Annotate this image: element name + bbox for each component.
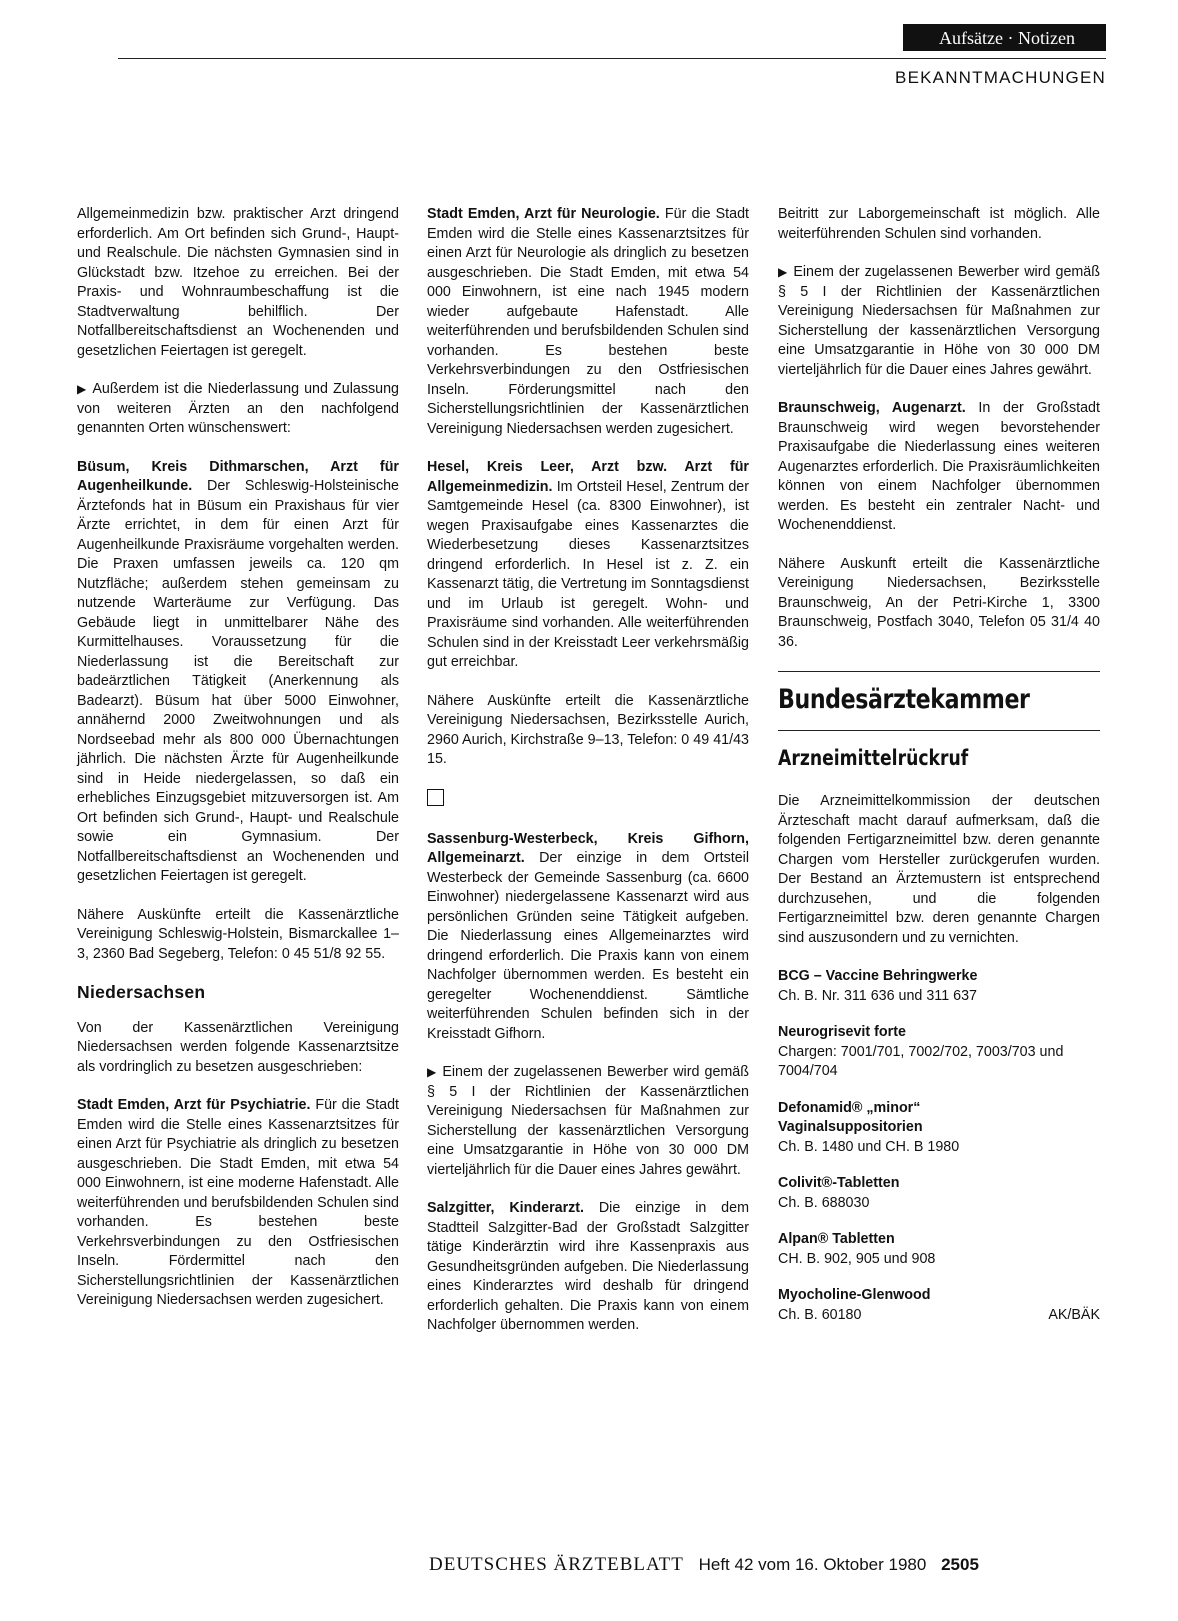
drug-name: Defonamid® „minor“ [778,1099,921,1116]
column-3 [778,205,1100,1342]
paragraph: Nähere Auskunft erteilt die Kassenärztliche Vereinigung Niedersachsen, Bezirksstelle Braunschweig, An der Petri-Kirche 1, 3300 Braunschweig, Postfach 3040, Telefon 05 31/4 40 36. [778,555,1100,650]
column-1 [77,205,399,1330]
drug-name: Neurogrisevit forte [778,1024,906,1040]
paragraph: Nähere Auskünfte erteilt die Kassenärztliche Vereinigung Niedersachsen, Bezirksstelle Aurich, 2960 Aurich, Kirchstraße 9–13, Telefon: 0 49 41/43 15. [427,692,749,767]
entry-title: Stadt Emden, Arzt für Psychiatrie. [77,1097,311,1113]
paragraph: Stadt Emden, Arzt für Psychiatrie. Für die Stadt Emden wird die Stelle eines Kassenarztsitzes für einen Arzt für Psychiatrie als dringlich zu besetzen ausgeschrieben. Die Stadt Emden, mit etwa 54 000 Einwohnern, ist eine moderne Hafenstadt. Alle weiterführenden und berufsbildenden Schulen sind vorhanden. Es bestehen beste Verkehrsverbindungen zu den Ostfriesischen Inseln. Fördermittel nach den Sicherstellungsrichtlinien der Kassenärztlichen Vereinigung Niedersachsen werden zugesichert. [77,1097,399,1308]
drug-entry [778,1230,1100,1269]
paragraph: ▶ Einem der zugelassenen Bewerber wird gemäß § 5 I der Richtlinien der Kassenärztlichen Vereinigung Niedersachsen für Maßnahmen zur Sicherstellung der kassenärztlichen Versorgung eine Umsatzgarantie in Höhe von 30 000 DM vierteljährlich für die Dauer eines Jahres gewährt. [778,264,1100,378]
section-title: Bundesärztekammer [778,684,1030,715]
entry-title: Braunschweig, Augenarzt. [778,400,966,416]
arrow-icon: ▶ [427,1065,438,1079]
paragraph: Nähere Auskünfte erteilt die Kassenärztliche Vereinigung Schleswig-Holstein, Bismarckallee 1–3, 2360 Bad Segeberg, Telefon: 0 45 51/8 92 55. [77,906,399,962]
header-label: BEKANNTMACHUNGEN [895,68,1106,87]
drug-name: BCG – Vaccine Behringwerke [778,968,978,984]
paragraph: Allgemeinmedizin bzw. praktischer Arzt dringend erforderlich. Am Ort befinden sich Grund-, Haupt- und Realschule. Die nächsten Gymnasien sind in Glückstadt bzw. Itzehoe zu erreichen. Bei der Praxis- und Wohnraumbeschaffung ist die Stadtverwaltung behilflich. Der Notfallbereitschaftsdienst an Wochenenden und gesetzlichen Feiertagen ist geregelt. [77,206,399,359]
arrow-icon: ▶ [778,265,789,279]
drug-name: Myocholine-Glenwood [778,1287,931,1303]
signature: AK/BÄK [1048,1306,1100,1323]
drug-entry [778,1286,1100,1325]
paragraph: ▶ Einem der zugelassenen Bewerber wird gemäß § 5 I der Richtlinien der Kassenärztlichen Vereinigung Niedersachsen für Maßnahmen zur Sicherstellung der kassenärztlichen Versorgung eine Umsatzgarantie in Höhe von 30 000 DM vierteljährlich für die Dauer eines Jahres gewährt. [427,1064,749,1178]
paragraph: Braunschweig, Augenarzt. In der Großstadt Braunschweig wird wegen bevorstehender Praxisaufgabe die Niederlassung eines weiteren Augenarztes erforderlich. Die Praxisräumlichkeiten können von einem Nachfolger übernommen werden. Es besteht ein zentraler Nacht- und Wochenenddienst. [778,400,1100,533]
entry-title: Sassenburg-Westerbeck, Kreis Gifhorn, Allgemeinarzt. [427,830,749,866]
drug-batch: Ch. B. 1480 und CH. B 1980 [778,1138,960,1155]
section-tag: Aufsätze · Notizen [903,24,1106,51]
drug-name: Colivit®-Tabletten [778,1175,900,1191]
issue-info: Heft 42 vom 16. Oktober 1980 [698,1555,927,1574]
drug-entry [778,1099,1100,1158]
paragraph: Sassenburg-Westerbeck, Kreis Gifhorn, Allgemeinarzt. Der einzige in dem Ortsteil Westerbeck der Gemeinde Sassenburg (ca. 6600 Einwohner) niedergelassene Kassenarzt wird aus persönlichen Gründen seine Tätigkeit aufgeben. Die Niederlassung eines Allgemeinarztes wird dringend erforderlich. Die Praxis kann von einem Nachfolger übernommen werden. Es besteht ein geregelter Wochenenddienst. Sämtliche weiterführenden Schulen befinden sich in der Kreisstadt Gifhorn. [427,830,749,1042]
paragraph: Stadt Emden, Arzt für Neurologie. Für die Stadt Emden wird die Stelle eines Kassenarztsitzes für einen Arzt für Neurologie als dringlich zu besetzen ausgeschrieben. Die Stadt Emden, mit etwa 54 000 Einwohnern, ist eine nach 1945 modern wieder aufgebaute Hafenstadt. Alle weiterführenden und berufsbildenden Schulen sind vorhanden. Es bestehen beste Verkehrsverbindungen zu den Ostfriesischen Inseln. Förderungsmittel nach den Sicherstellungsrichtlinien der Kassenärztlichen Vereinigung Niedersachsen werden zugesichert. [427,206,750,437]
square-icon [427,789,444,806]
entry-title: Salzgitter, Kinderarzt. [427,1200,585,1216]
header-rule [118,58,1106,59]
paragraph: Beitritt zur Laborgemeinschaft ist möglich. Alle weiterführenden Schulen sind vorhanden. [778,206,1100,242]
paragraph: Die Arzneimittelkommission der deutschen Ärzteschaft macht darauf aufmerksam, daß die folgenden Fertigarzneimittel bzw. deren genannte Chargen vom Hersteller zurückgerufen wurden. Der Bestand an Ärztemustern ist entsprechend durchzusehen, und die folgenden Fertigarzneimittel bzw. deren genannte Chargen sind auszusondern und zu vernichten. [778,793,1100,946]
drug-name: Alpan® Tabletten [778,1231,895,1247]
article-title: Arzneimittelrückruf [778,745,969,770]
paragraph: Hesel, Kreis Leer, Arzt bzw. Arzt für Allgemeinmedizin. Im Ortsteil Hesel, Zentrum der Samtgemeinde Hesel (ca. 8300 Einwohner), ist wegen Praxisaufgabe eines Kassenarztes die Wiederbesetzung dieses Kassenarztsitzes dringend erforderlich. In Hesel ist z. Z. ein Kassenarzt tätig, die Vertretung im Sonntagsdienst und im Urlaub ist geregelt. Wohn- und Praxisräume sind vorhanden. Alle weiterführenden Schulen sind in der Kreisstadt Leer verkehrsmäßig gut erreichbar. [427,459,749,670]
subheading: Niedersachsen [77,982,206,1002]
drug-entry [778,1023,1100,1082]
drug-batch: CH. B. 902, 905 und 908 [778,1250,936,1267]
page-number: 2505 [941,1555,979,1574]
paragraph: Büsum, Kreis Dithmarschen, Arzt für Augenheilkunde. Der Schleswig-Holsteinische Ärztefonds hat in Büsum ein Praxishaus für vier Ärzte errichtet, in dem für einen Arzt für Augenheilkunde Praxisräume vorgehalten werden. Die Praxen umfassen jeweils ca. 120 qm Nutzfläche; außerdem stehen gemeinsam zu nutzende Warteräume zur Verfügung. Das Gebäude liegt in unmittelbarer Nähe des Kurmittelhauses. Voraussetzung für die Niederlassung ist die Bereitschaft zur badeärztlichen Tätigkeit (Anerkennung als Badearzt). Büsum hat über 5000 Einwohner, annähernd 2000 Zweitwohnungen und als Nordseebad mehr als 800 000 Übernachtungen jährlich. Die nächsten Ärzte für Augenheilkunde sind in Heide niedergelassen, so daß ein erhebliches Einzugsgebiet mitzuversorgen ist. Am Ort befinden sich Grund-, Haupt- und Realschule sowie ein Gymnasium. Der Notfallbereitschaftsdienst an Wochenenden und gesetzlichen Feiertagen ist geregelt. [77,458,399,884]
paragraph: Von der Kassenärztlichen Vereinigung Niedersachsen werden folgende Kassenarztsitze als vordringlich zu besetzen ausgeschrieben: [77,1019,399,1075]
section-rule [778,671,1100,672]
paragraph: ▶ Außerdem ist die Niederlassung und Zulassung von weiteren Ärzten an den nachfolgend genannten Orten wünschenswert: [77,381,399,436]
entry-title: Stadt Emden, Arzt für Neurologie. [427,206,660,222]
arrow-icon: ▶ [77,382,88,396]
entry-title: Hesel, Kreis Leer, Arzt bzw. Arzt für Allgemeinmedizin. [427,459,749,495]
journal-name: DEUTSCHES ÄRZTEBLATT [429,1554,684,1575]
drug-batch: Chargen: 7001/701, 7002/702, 7003/703 und 7004/704 [778,1043,1064,1079]
column-2 [427,205,749,1355]
entry-title: Büsum, Kreis Dithmarschen, Arzt für Augenheilkunde. [77,458,399,494]
drug-batch: Ch. B. Nr. 311 636 und 311 637 [778,987,977,1004]
drug-batch: Ch. B. 60180 [778,1306,862,1323]
drug-name-2: Vaginalsuppositorien [778,1119,923,1135]
drug-entry [778,1174,1100,1213]
section-rule [778,730,1100,731]
drug-entry [778,967,1100,1006]
page-footer [429,1554,979,1576]
paragraph: Salzgitter, Kinderarzt. Die einzige in dem Stadtteil Salzgitter-Bad der Großstadt Salzgitter tätige Kinderärztin wird ihre Kassenpraxis aus Gesundheitsgründen aufgeben. Die Niederlassung eines Kinderarztes wird deshalb für dringend erforderlich gehalten. Die Praxis kann von einem Nachfolger übernommen werden. [427,1200,749,1333]
drug-batch: Ch. B. 688030 [778,1194,870,1211]
